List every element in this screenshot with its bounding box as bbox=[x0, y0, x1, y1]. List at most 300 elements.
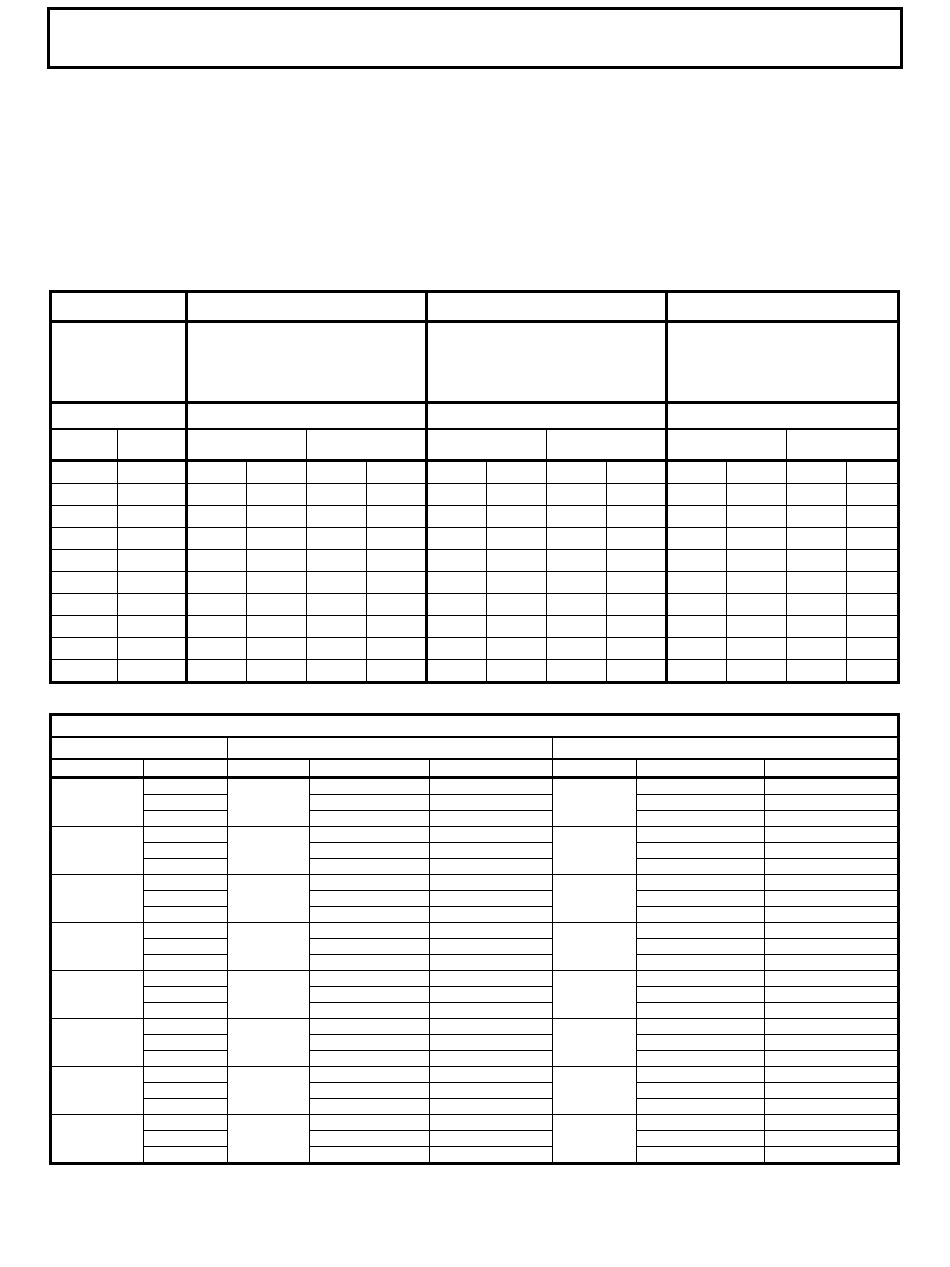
table-cell bbox=[310, 1035, 430, 1051]
table-cell bbox=[430, 987, 553, 1003]
table-cell bbox=[228, 1019, 310, 1067]
table-row bbox=[51, 987, 899, 1003]
table-1-label-cell bbox=[187, 322, 427, 403]
table-cell bbox=[765, 859, 899, 875]
table-cell bbox=[144, 1051, 228, 1067]
table-cell bbox=[667, 484, 727, 506]
table-cell bbox=[144, 875, 228, 891]
table-cell bbox=[847, 660, 899, 683]
table-cell bbox=[247, 550, 307, 572]
table-cell bbox=[553, 923, 637, 971]
table-cell bbox=[765, 1035, 899, 1051]
table-row bbox=[51, 778, 899, 795]
table-cell bbox=[51, 506, 118, 528]
table-cell bbox=[247, 528, 307, 550]
table-cell bbox=[847, 572, 899, 594]
table-cell bbox=[427, 484, 487, 506]
table-cell bbox=[144, 923, 228, 939]
table-cell bbox=[787, 660, 847, 683]
table-cell bbox=[228, 1067, 310, 1115]
table-cell bbox=[607, 484, 667, 506]
table-cell bbox=[430, 971, 553, 987]
table-cell bbox=[765, 1099, 899, 1115]
table-2-column-header bbox=[765, 759, 899, 778]
table-cell bbox=[765, 778, 899, 795]
table-cell bbox=[727, 616, 787, 638]
table-cell bbox=[144, 1003, 228, 1019]
table-cell bbox=[765, 1019, 899, 1035]
table-cell bbox=[427, 660, 487, 683]
table-row bbox=[51, 528, 899, 550]
table-cell bbox=[310, 907, 430, 923]
table-cell bbox=[765, 875, 899, 891]
table-cell bbox=[487, 506, 547, 528]
table-1-subheader-cell bbox=[667, 429, 787, 461]
table-cell bbox=[51, 875, 144, 923]
table-cell bbox=[667, 660, 727, 683]
table-cell bbox=[547, 484, 607, 506]
table-cell bbox=[487, 616, 547, 638]
table-cell bbox=[727, 660, 787, 683]
table-cell bbox=[430, 1099, 553, 1115]
table-cell bbox=[118, 594, 187, 616]
table-row bbox=[51, 1099, 899, 1115]
table-cell bbox=[307, 594, 367, 616]
table-cell bbox=[553, 875, 637, 923]
table-cell bbox=[144, 1099, 228, 1115]
table-cell bbox=[787, 528, 847, 550]
table-cell bbox=[430, 795, 553, 811]
table-2-column-header bbox=[144, 759, 228, 778]
table-cell bbox=[765, 923, 899, 939]
table-row bbox=[51, 461, 899, 484]
table-cell bbox=[637, 1067, 765, 1083]
table-cell bbox=[51, 528, 118, 550]
table-cell bbox=[228, 923, 310, 971]
table-cell bbox=[307, 572, 367, 594]
table-cell bbox=[607, 550, 667, 572]
table-cell bbox=[307, 506, 367, 528]
table-cell bbox=[667, 506, 727, 528]
table-cell bbox=[247, 461, 307, 484]
table-cell bbox=[787, 461, 847, 484]
table-row bbox=[51, 572, 899, 594]
table-cell bbox=[430, 939, 553, 955]
table-cell bbox=[310, 1019, 430, 1035]
table-cell bbox=[118, 506, 187, 528]
table-cell bbox=[118, 638, 187, 660]
table-cell bbox=[637, 778, 765, 795]
document-title bbox=[50, 10, 900, 46]
table-cell bbox=[307, 616, 367, 638]
table-row bbox=[51, 1019, 899, 1035]
table-1-subheader-row bbox=[51, 429, 899, 461]
table-cell bbox=[547, 660, 607, 683]
table-row bbox=[51, 638, 899, 660]
table-1-label-cell bbox=[51, 322, 187, 403]
table-row bbox=[51, 843, 899, 859]
table-cell bbox=[247, 660, 307, 683]
table-cell bbox=[367, 506, 427, 528]
table-cell bbox=[307, 660, 367, 683]
table-cell bbox=[310, 859, 430, 875]
table-cell bbox=[547, 506, 607, 528]
table-cell bbox=[667, 550, 727, 572]
table-row bbox=[51, 506, 899, 528]
table-2-column-header bbox=[228, 759, 310, 778]
table-cell bbox=[118, 550, 187, 572]
table-1-data-body bbox=[51, 461, 899, 683]
table-cell bbox=[367, 572, 427, 594]
table-cell bbox=[247, 572, 307, 594]
document-title-box bbox=[47, 7, 903, 69]
table-1-header-cell bbox=[51, 292, 187, 322]
table-cell bbox=[430, 1051, 553, 1067]
table-row bbox=[51, 1003, 899, 1019]
table-cell bbox=[667, 528, 727, 550]
table-cell bbox=[310, 811, 430, 827]
table-cell bbox=[607, 638, 667, 660]
table-cell bbox=[144, 795, 228, 811]
table-row bbox=[51, 811, 899, 827]
table-cell bbox=[765, 939, 899, 955]
table-cell bbox=[144, 1035, 228, 1051]
table-cell bbox=[637, 1131, 765, 1147]
table-1-header-cell bbox=[427, 292, 667, 322]
table-cell bbox=[51, 550, 118, 572]
table-cell bbox=[310, 891, 430, 907]
table-2-column-header-row bbox=[51, 759, 899, 778]
table-1 bbox=[49, 290, 900, 684]
table-cell bbox=[637, 923, 765, 939]
table-cell bbox=[144, 987, 228, 1003]
table-cell bbox=[487, 594, 547, 616]
table-cell bbox=[765, 843, 899, 859]
table-cell bbox=[430, 827, 553, 843]
table-cell bbox=[430, 1003, 553, 1019]
table-cell bbox=[427, 594, 487, 616]
table-cell bbox=[144, 827, 228, 843]
table-cell bbox=[637, 1003, 765, 1019]
table-cell bbox=[847, 484, 899, 506]
table-1-value-cell bbox=[427, 403, 667, 430]
table-cell bbox=[307, 550, 367, 572]
table-cell bbox=[427, 506, 487, 528]
table-cell bbox=[228, 1115, 310, 1164]
table-row bbox=[51, 923, 899, 939]
table-cell bbox=[637, 939, 765, 955]
table-cell bbox=[547, 572, 607, 594]
table-cell bbox=[667, 461, 727, 484]
table-cell bbox=[765, 955, 899, 971]
table-row bbox=[51, 660, 899, 683]
table-cell bbox=[187, 484, 247, 506]
table-1-label-cell bbox=[667, 322, 899, 403]
table-cell bbox=[307, 528, 367, 550]
table-cell bbox=[310, 1051, 430, 1067]
table-cell bbox=[118, 660, 187, 683]
table-cell bbox=[487, 528, 547, 550]
table-cell bbox=[765, 1051, 899, 1067]
table-cell bbox=[847, 461, 899, 484]
table-row bbox=[51, 875, 899, 891]
table-1-subheader-cell bbox=[118, 429, 187, 461]
table-cell bbox=[727, 484, 787, 506]
table-cell bbox=[430, 1115, 553, 1131]
table-cell bbox=[144, 955, 228, 971]
table-cell bbox=[310, 1083, 430, 1099]
table-cell bbox=[607, 506, 667, 528]
table-cell bbox=[367, 638, 427, 660]
table-cell bbox=[367, 594, 427, 616]
table-1-header-cell bbox=[187, 292, 427, 322]
table-cell bbox=[310, 778, 430, 795]
table-cell bbox=[367, 484, 427, 506]
table-cell bbox=[310, 843, 430, 859]
table-cell bbox=[187, 572, 247, 594]
table-cell bbox=[427, 572, 487, 594]
table-2-data-body bbox=[51, 778, 899, 1164]
table-cell bbox=[487, 638, 547, 660]
table-cell bbox=[547, 638, 607, 660]
table-cell bbox=[367, 528, 427, 550]
table-cell bbox=[144, 1131, 228, 1147]
table-cell bbox=[667, 638, 727, 660]
table-cell bbox=[310, 1115, 430, 1131]
table-cell bbox=[430, 1131, 553, 1147]
table-cell bbox=[144, 859, 228, 875]
table-cell bbox=[547, 550, 607, 572]
table-cell bbox=[637, 907, 765, 923]
table-row bbox=[51, 795, 899, 811]
table-cell bbox=[487, 660, 547, 683]
table-cell bbox=[310, 1099, 430, 1115]
table-cell bbox=[51, 484, 118, 506]
table-cell bbox=[51, 616, 118, 638]
table-cell bbox=[727, 638, 787, 660]
table-1-label-row bbox=[51, 322, 899, 403]
table-cell bbox=[427, 550, 487, 572]
table-row bbox=[51, 1147, 899, 1164]
table-1-subheader-cell bbox=[547, 429, 667, 461]
table-1-header-row bbox=[51, 292, 899, 322]
table-cell bbox=[144, 1083, 228, 1099]
table-cell bbox=[637, 987, 765, 1003]
table-cell bbox=[310, 1067, 430, 1083]
table-cell bbox=[547, 461, 607, 484]
table-cell bbox=[187, 528, 247, 550]
table-cell bbox=[847, 638, 899, 660]
table-cell bbox=[247, 506, 307, 528]
table-cell bbox=[310, 955, 430, 971]
table-cell bbox=[430, 1019, 553, 1035]
table-row bbox=[51, 1131, 899, 1147]
table-row bbox=[51, 1051, 899, 1067]
table-cell bbox=[637, 1099, 765, 1115]
table-row bbox=[51, 827, 899, 843]
table-cell bbox=[787, 594, 847, 616]
table-cell bbox=[765, 1003, 899, 1019]
table-2-column-header bbox=[51, 759, 144, 778]
table-cell bbox=[51, 778, 144, 827]
table-1-value-cell bbox=[187, 403, 427, 430]
table-cell bbox=[607, 594, 667, 616]
table-cell bbox=[310, 827, 430, 843]
table-cell bbox=[427, 638, 487, 660]
table-cell bbox=[228, 827, 310, 875]
table-cell bbox=[187, 616, 247, 638]
table-cell bbox=[637, 795, 765, 811]
table-cell bbox=[367, 660, 427, 683]
table-cell bbox=[727, 461, 787, 484]
table-cell bbox=[427, 461, 487, 484]
table-cell bbox=[144, 1115, 228, 1131]
table-1-value-cell bbox=[51, 403, 187, 430]
table-cell bbox=[430, 907, 553, 923]
table-cell bbox=[637, 955, 765, 971]
table-cell bbox=[547, 594, 607, 616]
table-cell bbox=[187, 638, 247, 660]
table-cell bbox=[637, 875, 765, 891]
table-cell bbox=[847, 616, 899, 638]
table-cell bbox=[307, 484, 367, 506]
table-cell bbox=[310, 923, 430, 939]
table-cell bbox=[637, 1051, 765, 1067]
table-cell bbox=[667, 572, 727, 594]
table-cell bbox=[430, 923, 553, 939]
table-row bbox=[51, 891, 899, 907]
table-cell bbox=[765, 907, 899, 923]
table-cell bbox=[487, 484, 547, 506]
table-cell bbox=[547, 528, 607, 550]
table-cell bbox=[430, 891, 553, 907]
table-cell bbox=[787, 506, 847, 528]
table-cell bbox=[144, 811, 228, 827]
table-cell bbox=[765, 811, 899, 827]
table-cell bbox=[667, 616, 727, 638]
table-cell bbox=[430, 811, 553, 827]
table-cell bbox=[430, 778, 553, 795]
table-cell bbox=[144, 939, 228, 955]
table-cell bbox=[427, 528, 487, 550]
table-cell bbox=[637, 1019, 765, 1035]
table-cell bbox=[553, 827, 637, 875]
table-cell bbox=[51, 1067, 144, 1115]
table-cell bbox=[144, 907, 228, 923]
table-cell bbox=[765, 1083, 899, 1099]
table-cell bbox=[765, 795, 899, 811]
table-cell bbox=[367, 616, 427, 638]
table-cell bbox=[637, 1083, 765, 1099]
table-cell bbox=[51, 572, 118, 594]
table-cell bbox=[307, 638, 367, 660]
table-cell bbox=[727, 550, 787, 572]
table-cell bbox=[51, 638, 118, 660]
table-cell bbox=[727, 572, 787, 594]
table-cell bbox=[607, 616, 667, 638]
table-cell bbox=[607, 660, 667, 683]
table-cell bbox=[310, 795, 430, 811]
table-cell bbox=[247, 484, 307, 506]
table-cell bbox=[430, 843, 553, 859]
table-cell bbox=[637, 971, 765, 987]
table-2-column-header bbox=[310, 759, 430, 778]
table-cell bbox=[637, 891, 765, 907]
table-cell bbox=[51, 1019, 144, 1067]
table-cell bbox=[787, 616, 847, 638]
table-cell bbox=[51, 923, 144, 971]
table-row bbox=[51, 616, 899, 638]
table-2-column-header bbox=[553, 759, 637, 778]
table-cell bbox=[118, 616, 187, 638]
table-cell bbox=[51, 461, 118, 484]
table-cell bbox=[430, 1067, 553, 1083]
table-2-group-header-row bbox=[51, 737, 899, 759]
table-cell bbox=[247, 638, 307, 660]
table-cell bbox=[727, 506, 787, 528]
table-row bbox=[51, 1115, 899, 1131]
table-row bbox=[51, 955, 899, 971]
table-cell bbox=[787, 638, 847, 660]
table-cell bbox=[247, 594, 307, 616]
table-row bbox=[51, 594, 899, 616]
table-cell bbox=[187, 594, 247, 616]
table-2-group-header bbox=[228, 737, 553, 759]
table-1-subheader-cell bbox=[307, 429, 427, 461]
table-cell bbox=[51, 1115, 144, 1164]
table-cell bbox=[307, 461, 367, 484]
table-2-group-header bbox=[553, 737, 899, 759]
table-cell bbox=[637, 1147, 765, 1164]
table-2-title bbox=[51, 715, 899, 738]
table-cell bbox=[787, 550, 847, 572]
table-cell bbox=[553, 1115, 637, 1164]
table-cell bbox=[637, 859, 765, 875]
table-cell bbox=[765, 1067, 899, 1083]
table-cell bbox=[430, 875, 553, 891]
table-cell bbox=[637, 811, 765, 827]
table-cell bbox=[118, 461, 187, 484]
table-cell bbox=[667, 594, 727, 616]
table-cell bbox=[787, 572, 847, 594]
table-cell bbox=[51, 594, 118, 616]
table-cell bbox=[228, 971, 310, 1019]
table-cell bbox=[487, 461, 547, 484]
table-cell bbox=[727, 528, 787, 550]
table-cell bbox=[637, 1035, 765, 1051]
table-cell bbox=[637, 1115, 765, 1131]
table-cell bbox=[310, 971, 430, 987]
table-row bbox=[51, 907, 899, 923]
table-cell bbox=[118, 572, 187, 594]
table-cell bbox=[637, 827, 765, 843]
table-cell bbox=[765, 891, 899, 907]
table-cell bbox=[51, 971, 144, 1019]
table-cell bbox=[118, 528, 187, 550]
table-row bbox=[51, 550, 899, 572]
table-cell bbox=[553, 778, 637, 827]
table-row bbox=[51, 1083, 899, 1099]
table-cell bbox=[765, 827, 899, 843]
table-1-value-cell bbox=[667, 403, 899, 430]
table-cell bbox=[228, 875, 310, 923]
table-row bbox=[51, 484, 899, 506]
table-cell bbox=[310, 987, 430, 1003]
table-cell bbox=[765, 1131, 899, 1147]
table-cell bbox=[847, 506, 899, 528]
table-cell bbox=[765, 987, 899, 1003]
table-1-subheader-cell bbox=[187, 429, 307, 461]
